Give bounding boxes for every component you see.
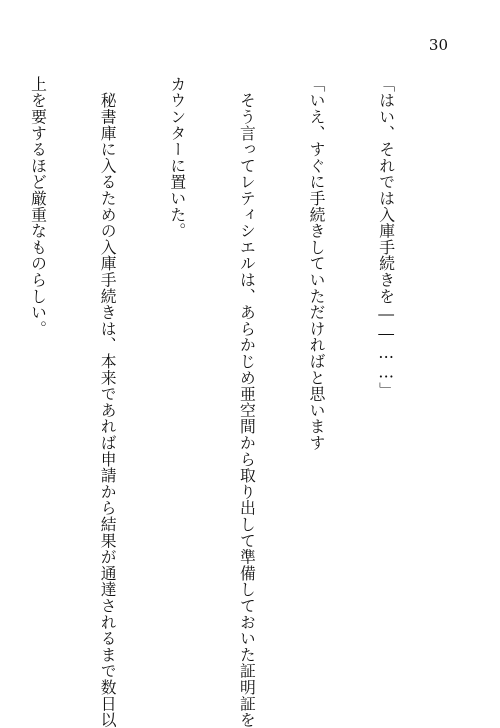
- text-line: そう言ってレティシエルは、あらかじめ亜空間から取り出して準備しておいた証明証を: [237, 76, 257, 728]
- text-line: 上を要するほど厳重なものらしい。: [28, 76, 48, 337]
- text-line: カウンターに置いた。: [167, 76, 187, 239]
- page-number: 30: [428, 36, 448, 54]
- text-line: 「はい、それでは入庫手続きを――……」: [376, 76, 396, 399]
- text-line: 「いえ、すぐに手続きしていただければと思います: [306, 76, 326, 451]
- text-line: 秘書庫に入るための入庫手続きは、本来であれば申請から結果が通達されるまで数日以: [98, 76, 118, 728]
- novel-text: [28, 76, 444, 728]
